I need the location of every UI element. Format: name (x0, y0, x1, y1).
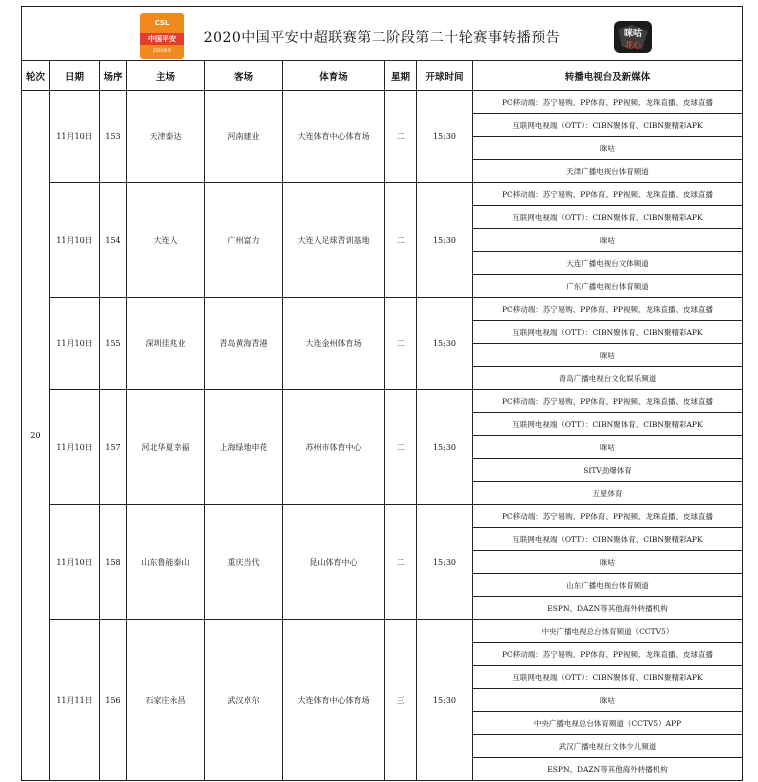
weekday-cell: 二 (385, 91, 417, 183)
broadcaster-cell: 咪咕 (473, 344, 743, 367)
broadcaster-cell: 互联网电视端（OTT）：CIBN聚体育、CIBN聚精彩APK (473, 528, 743, 551)
venue-cell: 大连体育中心体育场 (283, 91, 385, 183)
col-venue: 体育场 (283, 61, 385, 91)
weekday-cell: 三 (385, 620, 417, 781)
weekday-cell: 二 (385, 298, 417, 390)
home-team-cell: 石家庄永昌 (127, 620, 205, 781)
date-cell: 11月10日 (50, 91, 100, 183)
broadcaster-cell: 青岛广播电视台文化娱乐频道 (473, 367, 743, 390)
col-home: 主场 (127, 61, 205, 91)
home-team-cell: 天津泰达 (127, 91, 205, 183)
table-row (22, 390, 743, 413)
col-match-no: 场序 (100, 61, 127, 91)
broadcaster-cell: 中央广播电视总台体育频道（CCTV5）APP (473, 712, 743, 735)
broadcaster-cell: 互联网电视端（OTT）：CIBN聚体育、CIBN聚精彩APK (473, 114, 743, 137)
table-header-row (22, 61, 743, 91)
date-cell: 11月10日 (50, 390, 100, 505)
broadcast-table (21, 60, 743, 781)
broadcaster-cell: SITV劲爆体育 (473, 459, 743, 482)
broadcaster-cell: 咪咕 (473, 436, 743, 459)
broadcaster-cell: 咪咕 (473, 551, 743, 574)
table-row (22, 298, 743, 321)
venue-cell: 大连金州体育场 (283, 298, 385, 390)
col-kickoff: 开球时间 (417, 61, 473, 91)
match-no-cell: 153 (100, 91, 127, 183)
kickoff-cell: 15:30 (417, 620, 473, 781)
home-team-cell: 山东鲁能泰山 (127, 505, 205, 620)
broadcaster-cell: PC移动端：苏宁易购、PP体育、PP视频、龙珠直播、皮球直播 (473, 298, 743, 321)
venue-cell: 苏州市体育中心 (283, 390, 385, 505)
page-title: 2020中国平安中超联赛第二阶段第二十轮赛事转播预告 (203, 30, 561, 46)
away-team-cell: 青岛黄海青港 (205, 298, 283, 390)
away-team-cell: 重庆当代 (205, 505, 283, 620)
broadcaster-cell: PC移动端：苏宁易购、PP体育、PP视频、龙珠直播、皮球直播 (473, 183, 743, 206)
svg-text:花心: 花心 (625, 41, 641, 50)
match-no-cell: 154 (100, 183, 127, 298)
broadcaster-cell: 广东广播电视台体育频道 (473, 275, 743, 298)
weekday-cell: 二 (385, 390, 417, 505)
broadcaster-cell: PC移动端：苏宁易购、PP体育、PP视频、龙珠直播、皮球直播 (473, 643, 743, 666)
broadcaster-cell: 咪咕 (473, 689, 743, 712)
venue-cell: 大连人足球青训基地 (283, 183, 385, 298)
kickoff-cell: 15:30 (417, 91, 473, 183)
away-team-cell: 广州富力 (205, 183, 283, 298)
away-team-cell: 上海绿地申花 (205, 390, 283, 505)
col-weekday: 星期 (385, 61, 417, 91)
svg-text:咪咕: 咪咕 (623, 29, 643, 39)
csl-logo-text: CSL (154, 19, 170, 27)
table-row (22, 620, 743, 643)
broadcaster-cell: 中央广播电视总台体育频道（CCTV5） (473, 620, 743, 643)
broadcaster-cell: 咪咕 (473, 229, 743, 252)
broadcaster-cell: PC移动端：苏宁易购、PP体育、PP视频、龙珠直播、皮球直播 (473, 91, 743, 114)
date-cell: 11月10日 (50, 183, 100, 298)
broadcaster-cell: 武汉广播电视台文体少儿频道 (473, 735, 743, 758)
date-cell: 11月10日 (50, 505, 100, 620)
broadcaster-cell: PC移动端：苏宁易购、PP体育、PP视频、龙珠直播、皮球直播 (473, 505, 743, 528)
broadcaster-cell: 天津广播电视台体育频道 (473, 160, 743, 183)
season-logo-text: 2020赛季 (152, 48, 172, 53)
broadcaster-cell: 互联网电视端（OTT）：CIBN聚体育、CIBN聚精彩APK (473, 413, 743, 436)
table-row (22, 183, 743, 206)
broadcaster-cell: 互联网电视端（OTT）：CIBN聚体育、CIBN聚精彩APK (473, 206, 743, 229)
home-team-cell: 深圳佳兆业 (127, 298, 205, 390)
broadcaster-cell: PC移动端：苏宁易购、PP体育、PP视频、龙珠直播、皮球直播 (473, 390, 743, 413)
match-no-cell: 157 (100, 390, 127, 505)
broadcaster-cell: 五星体育 (473, 482, 743, 505)
away-team-cell: 武汉卓尔 (205, 620, 283, 781)
ping-an-logo-text: 中国平安 (148, 35, 176, 43)
weekday-cell: 二 (385, 505, 417, 620)
weekday-cell: 二 (385, 183, 417, 298)
broadcaster-cell: ESPN、DAZN等其他海外转播机构 (473, 597, 743, 620)
date-cell: 11月11日 (50, 620, 100, 781)
match-no-cell: 155 (100, 298, 127, 390)
date-cell: 11月10日 (50, 298, 100, 390)
kickoff-cell: 15:30 (417, 183, 473, 298)
round-cell: 20 (22, 91, 50, 781)
kickoff-cell: 15:30 (417, 390, 473, 505)
table-row (22, 505, 743, 528)
away-team-cell: 河南建业 (205, 91, 283, 183)
home-team-cell: 河北华夏幸福 (127, 390, 205, 505)
col-away: 客场 (205, 61, 283, 91)
venue-cell: 昆山体育中心 (283, 505, 385, 620)
broadcaster-cell: ESPN、DAZN等其他海外转播机构 (473, 758, 743, 781)
match-no-cell: 158 (100, 505, 127, 620)
venue-cell: 大连体育中心体育场 (283, 620, 385, 781)
col-broadcasters: 转播电视台及新媒体 (473, 61, 743, 91)
table-row (22, 91, 743, 114)
broadcaster-cell: 大连广播电视台文体频道 (473, 252, 743, 275)
match-no-cell: 156 (100, 620, 127, 781)
broadcaster-cell: 咪咕 (473, 137, 743, 160)
broadcaster-cell: 互联网电视端（OTT）：CIBN聚体育、CIBN聚精彩APK (473, 666, 743, 689)
broadcaster-cell: 互联网电视端（OTT）：CIBN聚体育、CIBN聚精彩APK (473, 321, 743, 344)
kickoff-cell: 15:30 (417, 505, 473, 620)
migu-logo (612, 19, 654, 55)
sheet-header (21, 6, 743, 61)
col-date: 日期 (50, 61, 100, 91)
home-team-cell: 大连人 (127, 183, 205, 298)
col-round: 轮次 (22, 61, 50, 91)
kickoff-cell: 15:30 (417, 298, 473, 390)
broadcaster-cell: 山东广播电视台体育频道 (473, 574, 743, 597)
